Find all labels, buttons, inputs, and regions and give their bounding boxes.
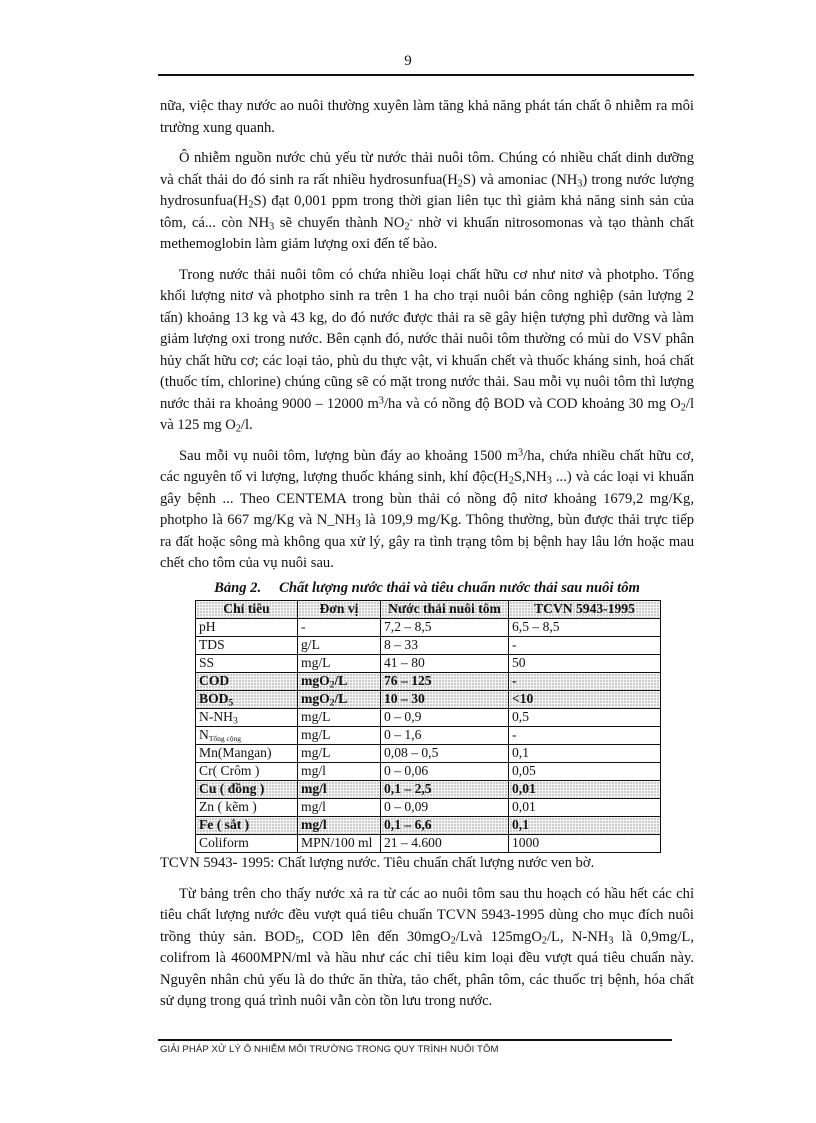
table-row: Mn(Mangan) mg/L 0,08 – 0,5 0,1 [196,745,661,763]
table-row: TDS g/L 8 – 33 - [196,637,661,655]
table-row: Cr( Crôm ) mg/l 0 – 0,06 0,05 [196,763,661,781]
table-row: Coliform MPN/100 ml 21 – 4.600 1000 [196,835,661,853]
table-row: $N-NH_3$ mg/L 0 – 0,9 0,5 [196,709,661,727]
table-header-row [196,601,661,619]
table-note: TCVN 5943- 1995: Chất lượng nước. Tiêu chuẩn chất lượng nước ven bờ. [160,855,595,871]
paragraph-1: nữa, việc thay nước ao nuôi thường xuyên làm tăng khả năng phát tán chất ô nhiễm ra môi trường xung quanh. [160,98,694,136]
table-row-highlight: $BOD_5$ mgO$_2$/L 10 – 30 <10 [196,691,661,709]
paragraph-4: Sau mỗi vụ nuôi tôm, lượng bùn đáy ao khoảng 1500 $m^3/ha$, chứa nhiều chất hữu cơ, các nguyên tố vi lượng, lượng thuốc kháng sinh, khí $độc(H_2S,NH_3$ ...) và các loại vi khuẩn gây bệnh ... Theo CENTEMA trong bùn thải có nồng độ nitơ khoảng 1679,2 mg/Kg, photpho là 667 mg/Kg và $N\_NH_3$ là 109,9 mg/Kg. Thông thường, bùn được thải trực tiếp ra đất hoặc sông mà không qua xử lý, gây ra tình trạng tôm bị bệnh hay lâu lớn hoặc mau chết cho tôm của vụ nuôi sau. [160,446,694,571]
table-caption: Bảng 2. Chất lượng nước thải và tiêu chuẩn nước thải sau nuôi tôm [214,579,640,596]
column-header: Chỉ tiêu [196,601,298,619]
water-quality-table [195,600,661,853]
table-row: $N_{Tổng cộng}$ mg/L 0 – 1,6 - [196,727,661,745]
paragraph-3: Trong nước thải nuôi tôm có chứa nhiều loại chất hữu cơ như nitơ và photpho. Tổng khối lượng nitơ và photpho sinh ra trên 1 ha cho trại nuôi bán công nghiệp (sản lượng 2 tấn) khoảng 13 kg và 43 kg, do đó nước được thải ra sẽ gây hiện tượng phì dưỡng và làm giảm lượng oxi trong nước. Bên cạnh đó, nước thải nuôi tôm thường có mùi do VSV phân hủy chất hữu cơ; các loại tảo, phù du thực vật, vi khuẩn chết và thuốc kháng sinh, hoá chất (thuốc tím, chlorine) chúng cũng sẽ có mặt trong nước thải. Sau mỗi vụ nuôi tôm thì lượng nước thải ra khoảng 9000 – 12000 $m^3/ha$ và có nồng độ BOD và COD khoảng 30 mg $O_2/l$ và 125 mg $O_2/l$. [160,266,694,435]
running-footer: GIẢI PHÁP XỬ LÝ Ô NHIỄM MÔI TRƯỜNG TRONG QUY TRÌNH NUÔI TÔM [160,1044,499,1055]
table-row: Zn ( kẽm ) mg/l 0 – 0,09 0,01 [196,799,661,817]
paragraph-2: Ô nhiễm nguồn nước chủ yếu từ nước thải nuôi tôm. Chúng có nhiều chất dinh dưỡng và chất thải do đó sinh ra rất nhiều $hydrosunfua(H_2S)$ và amoniac $(NH_3)$ trong nước lượng $hydrosunfua(H_2S)$ đạt 0,001 ppm trong thời gian liên tục thì giảm khả năng sinh sản của tôm, cá... còn $NH_3$ sẽ chuyển thành $NO_2^-$ nhờ vi khuẩn nitrosomonas và tạo thành chất methemoglobin làm giảm lượng oxi đến tế bào. [160,150,694,252]
column-header: Nước thải nuôi tôm [381,601,509,619]
table-row-highlight: COD mgO$_2$/L 76 – 125 - [196,673,661,691]
table-row: pH - 7,2 – 8,5 6,5 – 8,5 [196,619,661,637]
table-row-highlight: Cu ( đồng ) mg/l 0,1 – 2,5 0,01 [196,781,661,799]
table-row: SS mg/L 41 – 80 50 [196,655,661,673]
page-number: 9 [404,53,412,69]
body-text [160,96,694,1022]
footer-rule [158,1039,672,1041]
column-header: Đơn vị [298,601,381,619]
column-header: TCVN 5943-1995 [509,601,661,619]
table-row-highlight: Fe ( sắt ) mg/l 0,1 – 6,6 0,1 [196,817,661,835]
header-rule [158,74,694,76]
paragraph-5: Từ bảng trên cho thấy nước xả ra từ các ao nuôi tôm sau thu hoạch có hầu hết các chỉ tiêu chất lượng nước đều vượt quá tiêu chuẩn TCVN 5943-1995 dùng cho mục đích nuôi trồng thủy sản. $BOD_5$, COD lên đến 30mgO$_2$/Lvà 125mgO$_2$/L, $N-NH_3$ là 0,9mg/L, colifrom là 4600MPN/ml và hầu như các chỉ tiêu kim loại đều vượt quá tiêu chuẩn này. Nguyên nhân chủ yếu là do thức ăn thừa, tảo chết, phân tôm, các thuốc trị bệnh, hóa chất sử dụng trong quá trình nuôi vẫn còn tồn lưu trong nước. [160,885,694,1009]
